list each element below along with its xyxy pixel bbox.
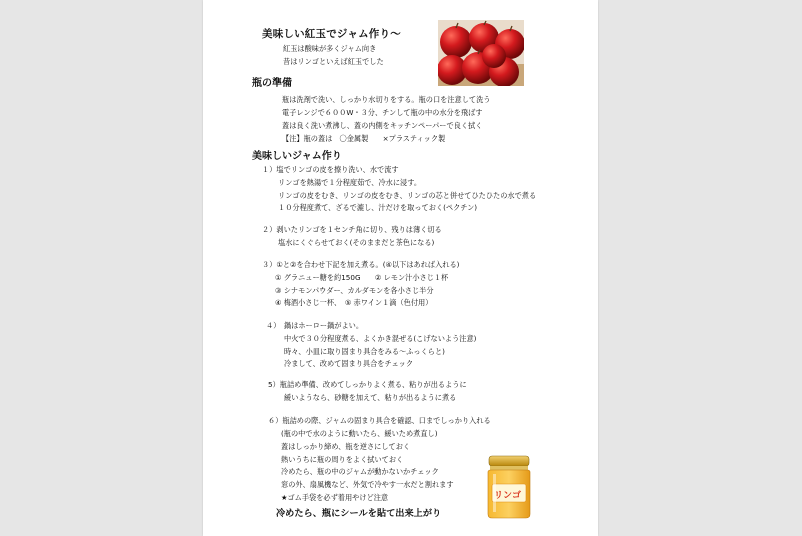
step6-line-6: 窓の外、扇風機など、外気で冷やす一水だと割れます [281,480,454,489]
jar-prep-line-2: 電子レンジで６００W・３分、チンして瓶の中の水分を飛ばす [282,108,483,117]
step3-line-1: ３）①と②を合わせ下記を加え煮る。(④以下はあれば入れる) [262,260,460,269]
step3-line-4: ④ 梅酒小さじ一杯、 ⑤ 赤ワイン１滴（色付用） [275,298,433,307]
step4-line-4: 冷まして、改めて固まり具合をチェック [284,359,414,368]
step3-line-3: ③ シナモンパウダー、カルダモンを各小さじ半分 [275,286,434,295]
step3-line-2: ① グラニュー糖を約150G ② レモン汁小さじ１杯 [275,273,449,282]
step6-line-5: 冷めたら、瓶の中のジャムが動かないかチェック [281,467,439,476]
step4-line-3: 時々、小皿に取り固まり具合をみる～ふっくらと) [284,347,445,356]
step6-line-2: (瓶の中で水のように動いたら、緩いため煮直し) [281,429,438,438]
step6-line-3: 蓋はしっかり締め、瓶を逆さにしておく [281,442,411,451]
step2-line-2: 塩水にくぐらせておく(そのままだと茶色になる) [278,238,435,247]
apples-photo [438,20,524,86]
jar-prep-note: 【注】瓶の蓋は 〇金属製 ×プラスティック製 [282,134,446,143]
intro-line-1: 紅玉は酸味が多くジャム向き [283,44,377,53]
step6-warning: ★ゴム手袋を必ず着用やけど注意 [281,493,389,502]
document-title: 美味しい紅玉でジャム作り～ [262,28,401,40]
step1-line-1: １）塩でリンゴの皮を擦り洗い、水で流す [262,165,399,174]
step4-line-1: ４） 鍋はホーロー鍋がよい。 [266,321,364,330]
jar-label: リンゴ [494,491,522,501]
step4-line-2: 中火で３０分程度煮る、よくかき混ぜる(こげないよう注意) [284,334,477,343]
jar-prep-heading: 瓶の準備 [252,78,292,89]
jar-prep-line-3: 蓋は良く洗い煮沸し、蓋の内側をキッチンペーパーで良く拭く [282,121,483,130]
jam-heading: 美味しいジャム作り [252,151,342,162]
jar-prep-line-1: 瓶は洗剤で洗い、しっかり水切りをする。瓶の口を注意して洗う [282,95,491,104]
step1-line-4: １０分程度煮て、ざるで漉し、汁だけを取っておく(ペクチン) [278,203,478,212]
final-line: 冷めたら、瓶にシールを貼て出来上がり [276,508,442,519]
step2-line-1: ２）剥いたリンゴを１センチ角に切り、残りは薄く切る [262,225,442,234]
step6-line-1: ６）瓶詰めの際、ジャムの固まり具合を確認、口までしっかり入れる [268,416,491,425]
jam-jar-illustration [484,454,534,520]
intro-line-2: 昔はリンゴといえば紅玉でした [283,57,384,66]
step5-line-2: 緩いようなら、砂糖を加えて、粘りが出るように煮る [284,393,457,402]
step6-line-4: 熱いうちに瓶の周りをよく拭いておく [281,455,404,464]
step1-line-2: リンゴを熱湯で１分程度茹で、冷水に浸す。 [278,178,422,187]
step5-line-1: 5）瓶詰め準備、改めてしっかりよく煮る、粘りが出るように [268,380,467,389]
step1-line-3: リンゴの皮をむき、リンゴの皮をむき、リンゴの芯と併せてひたひたの水で煮る [278,191,537,200]
